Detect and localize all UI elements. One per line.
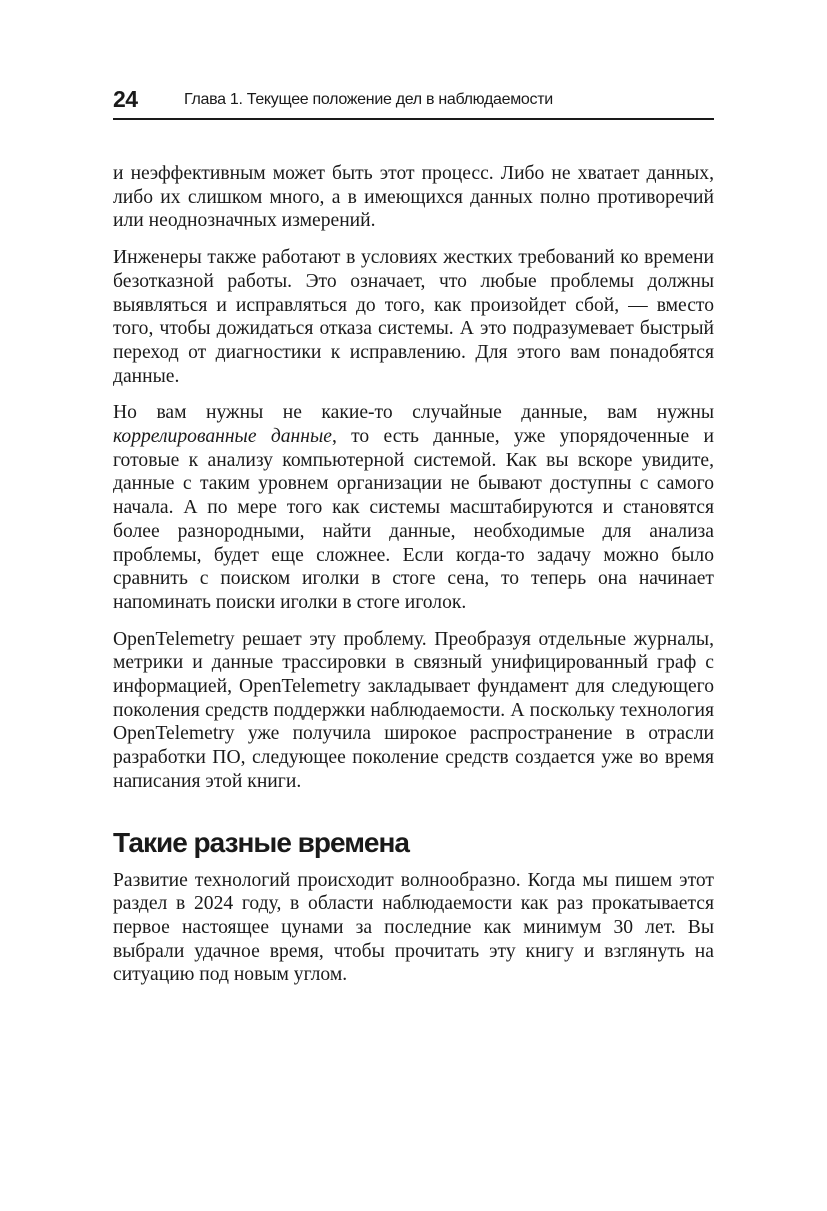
running-head: Глава 1. Текущее положение дел в наблюдаемости — [184, 91, 553, 108]
paragraph-3 — [113, 401, 714, 614]
paragraph-2: Инженеры также работают в условиях жестких требований ко времени безотказной работы. Это означает, что любые проблемы должны выявляться и исправляться до того, как произойдет сбой, — вместо того, чтобы дожидаться отказа системы. А это подразумевает быстрый переход от диагностики к исправлению. Для этого вам понадобятся данные. — [113, 247, 714, 387]
section-heading: Такие разные времена — [113, 826, 409, 858]
paragraph-3-start: Но вам нужны не какие-то случайные данные, вам нужны — [113, 402, 714, 424]
page-header — [113, 84, 714, 120]
paragraph-3-end: , то есть данные, уже упорядоченные и готовые к анализу компьютерной системой. Как вы вскоре увидите, данные с таким уровнем организации не бывают доступны с самого начала. А по мере того как системы масштабируются и становятся более разнородными, найти данные, необходимые для анализа проблемы, будет еще сложнее. Если когда-то задачу можно было сравнить с поиском иголки в стоге сена, то теперь она начинает напоминать поиски иголки в стоге иголок. — [113, 426, 714, 613]
paragraph-1: и неэффективным может быть этот процесс. Либо не хватает данных, либо их слишком много, а в имеющихся данных полно противоречий или неоднозначных измерений. — [113, 163, 714, 232]
section-paragraph-1: Развитие технологий происходит волнообразно. Когда мы пишем этот раздел в 2024 году, в области наблюдаемости как раз прокатывается первое настоящее цунами за последние как минимум 30 лет. Вы выбрали удачное время, чтобы прочитать эту книгу и взглянуть на ситуацию под новым углом. — [113, 869, 714, 986]
page-body — [113, 162, 714, 1000]
paragraph-4: OpenTelemetry решает эту проблему. Преобразуя отдельные журналы, метрики и данные трассировки в связный унифицированный граф с информацией, OpenTelemetry закладывает фундамент для следующего поколения средств поддержки наблюдаемости. А поскольку технология OpenTelemetry уже получила широкое распространение в отрасли разработки ПО, следующее поколение средств создается уже во время написания этой книги. — [113, 628, 714, 792]
emphasis-term: коррелированные данные — [113, 426, 332, 448]
page-number: 24 — [113, 86, 138, 112]
